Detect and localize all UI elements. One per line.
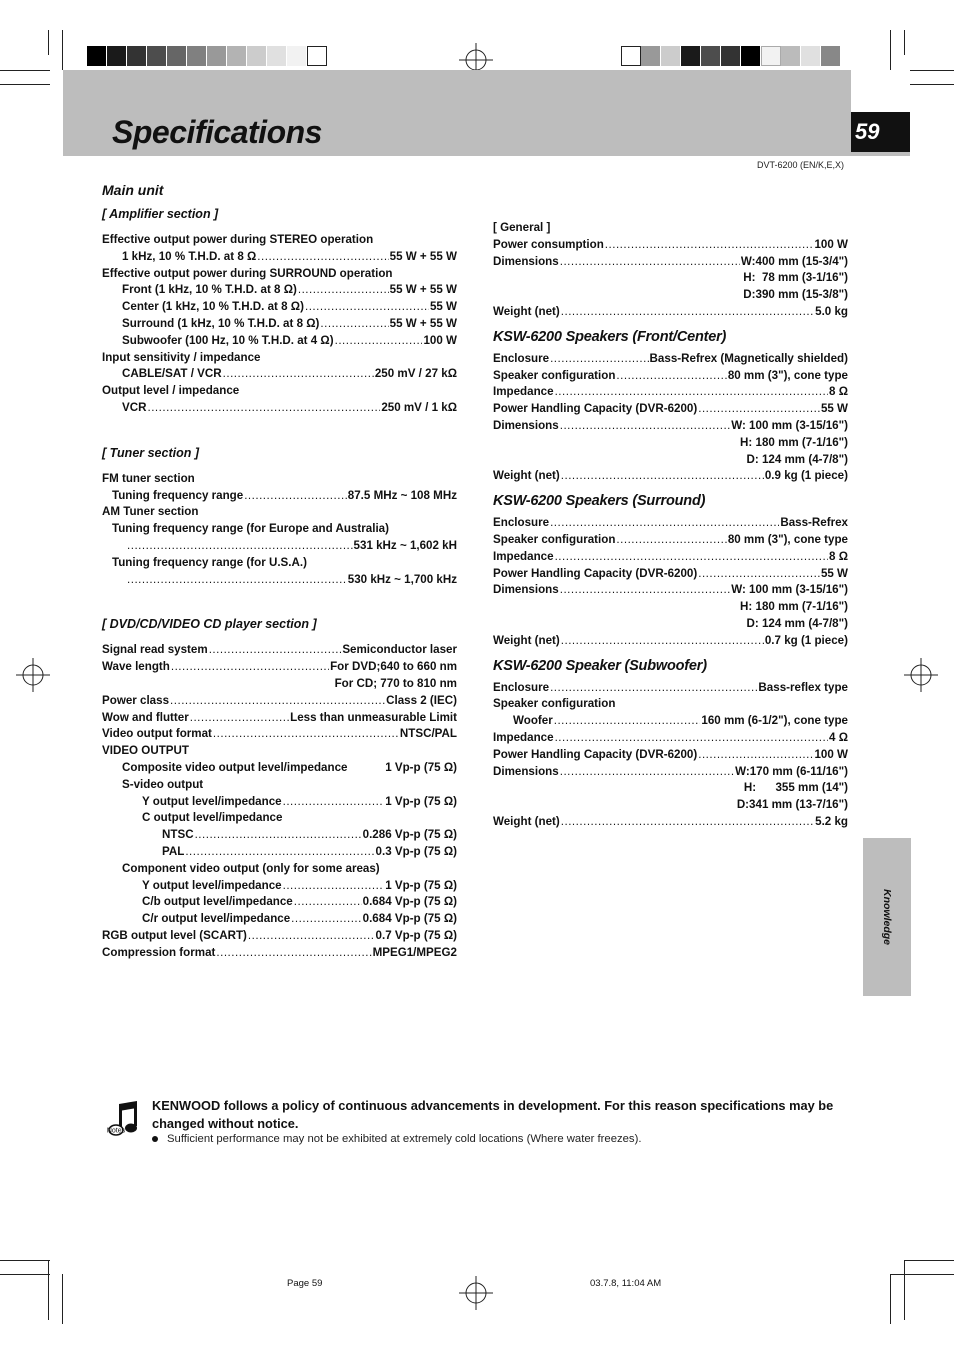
spec-label: Tuning frequency range (for U.S.A.) bbox=[112, 555, 307, 569]
spec-row: Enclosure ..... Bass-reflex type bbox=[493, 680, 848, 697]
main-unit-heading: Main unit bbox=[102, 182, 164, 198]
crop-mark bbox=[890, 1274, 891, 1324]
tuner-heading: [ Tuner section ] bbox=[102, 445, 200, 460]
spec-row: Dimensions ..... W:400 mm (15-3/4") bbox=[493, 254, 848, 271]
spec-row: Center (1 kHz, 10 % T.H.D. at 8 Ω) ..... 55 W bbox=[102, 299, 457, 316]
spec-row: ..... 530 kHz ~ 1,700 kHz bbox=[102, 572, 457, 589]
spec-row: Power Handling Capacity (DVR-6200) ..... 55 W bbox=[493, 401, 848, 418]
spec-row: Dimensions ..... W: 100 mm (3-15/16") bbox=[493, 418, 848, 435]
spec-row: Speaker configuration ..... 80 mm (3"), cone type bbox=[493, 368, 848, 385]
spec-row: Y output level/impedance ..... 1 Vp-p (75 Ω) bbox=[102, 794, 457, 811]
spec-row: Power Handling Capacity (DVR-6200) ..... 100 W bbox=[493, 747, 848, 764]
footer-page: Page 59 bbox=[287, 1278, 323, 1289]
spec-row: Impedance ..... 4 Ω bbox=[493, 730, 848, 747]
spec-label: S-video output bbox=[122, 777, 204, 791]
spec-row: NTSC ..... 0.286 Vp-p (75 Ω) bbox=[102, 827, 457, 844]
spec-label: Output level / impedance bbox=[102, 384, 240, 398]
spec-continuation: H: 180 mm (7-1/16") bbox=[740, 435, 848, 449]
spec-row: Enclosure ..... Bass-Refrex bbox=[493, 515, 848, 532]
spec-row: VCR ..... 250 mV / 1 kΩ bbox=[102, 400, 457, 417]
general-heading: [ General ] bbox=[493, 221, 551, 234]
spec-continuation: D: 124 mm (4-7/8") bbox=[746, 616, 848, 630]
spec-row: Composite video output level/impedance 1 Vp-p (75 Ω) bbox=[122, 760, 457, 774]
spec-row: Compression format ..... MPEG1/MPEG2 bbox=[102, 945, 457, 962]
spec-row: C/r output level/impedance ..... 0.684 Vp-p (75 Ω) bbox=[102, 911, 457, 928]
spec-row: Power Handling Capacity (DVR-6200) ..... 55 W bbox=[493, 566, 848, 583]
spec-row: Power consumption ..... 100 W bbox=[493, 237, 848, 254]
crop-mark bbox=[0, 1260, 50, 1261]
color-bar-left bbox=[87, 46, 327, 66]
spec-row: Weight (net) ..... 5.0 kg bbox=[493, 304, 848, 321]
main-unit-column bbox=[102, 182, 457, 961]
crop-mark bbox=[904, 1260, 954, 1261]
registration-mark-icon bbox=[904, 658, 938, 692]
spec-row: ..... 531 kHz ~ 1,602 kH bbox=[102, 538, 457, 555]
spec-row: Weight (net) ..... 0.7 kg (1 piece) bbox=[493, 633, 848, 650]
front-center-heading: KSW-6200 Speakers (Front/Center) bbox=[493, 328, 727, 345]
notes-icon-text: Notes bbox=[106, 1127, 126, 1135]
spec-label: Effective output power during STEREO operation bbox=[102, 233, 374, 246]
spec-row: Dimensions ..... W:170 mm (6-11/16") bbox=[493, 764, 848, 781]
crop-mark bbox=[62, 1274, 63, 1324]
spec-row: Dimensions ..... W: 100 mm (3-15/16") bbox=[493, 582, 848, 599]
crop-mark bbox=[62, 30, 63, 70]
spec-row: Subwoofer (100 Hz, 10 % T.H.D. at 4 Ω) ..... 100 W bbox=[102, 333, 457, 350]
spec-row: Weight (net) ..... 0.9 kg (1 piece) bbox=[493, 468, 848, 485]
surround-heading: KSW-6200 Speakers (Surround) bbox=[493, 493, 706, 510]
spec-row: 1 kHz, 10 % T.H.D. at 8 Ω ..... 55 W + 55 W bbox=[102, 249, 457, 266]
crop-mark bbox=[910, 70, 954, 71]
spec-row: Power class ..... Class 2 (IEC) bbox=[102, 693, 457, 710]
spec-continuation: H: 355 mm (14") bbox=[743, 781, 848, 795]
spec-label: Speaker configuration bbox=[493, 697, 616, 711]
notes-bullet bbox=[152, 1133, 641, 1145]
spec-label: Tuning frequency range (for Europe and Australia) bbox=[112, 522, 389, 536]
model-code: DVT-6200 (EN/K,E,X) bbox=[757, 160, 845, 170]
spec-label: Effective output power during SURROUND operation bbox=[102, 266, 393, 280]
spec-label: Component video output (only for some areas) bbox=[122, 861, 380, 875]
speakers-column bbox=[493, 220, 848, 831]
spec-row: Wow and flutter ..... Less than unmeasurable Limit bbox=[102, 710, 457, 727]
spec-label: FM tuner section bbox=[102, 471, 195, 485]
spec-row: Y output level/impedance ..... 1 Vp-p (75 Ω) bbox=[102, 878, 457, 895]
spec-continuation: D:390 mm (15-3/8") bbox=[743, 288, 848, 302]
header-notch bbox=[851, 70, 910, 112]
spec-continuation: H: 180 mm (7-1/16") bbox=[740, 600, 848, 614]
amplifier-heading: [ Amplifier section ] bbox=[102, 207, 219, 221]
spec-label: C output level/impedance bbox=[142, 811, 283, 825]
crop-mark bbox=[0, 84, 50, 85]
spec-label: AM Tuner section bbox=[102, 505, 199, 519]
crop-mark bbox=[890, 1274, 954, 1275]
crop-mark bbox=[904, 1260, 905, 1320]
spec-row: Video output format ..... NTSC/PAL bbox=[102, 726, 457, 743]
color-bar-right bbox=[621, 46, 841, 66]
spec-row: Front (1 kHz, 10 % T.H.D. at 8 Ω) ..... 55 W + 55 W bbox=[102, 282, 457, 299]
dvd-heading: [ DVD/CD/VIDEO CD player section ] bbox=[102, 617, 317, 632]
page-title: Specifications bbox=[112, 114, 322, 150]
spec-continuation: H: 78 mm (3-1/16") bbox=[743, 271, 848, 285]
spec-label: Input sensitivity / impedance bbox=[102, 350, 261, 364]
spec-label: VIDEO OUTPUT bbox=[102, 744, 189, 758]
notes-music-icon bbox=[103, 1100, 141, 1138]
crop-mark bbox=[910, 84, 954, 85]
spec-row: CABLE/SAT / VCR ..... 250 mV / 27 kΩ bbox=[102, 366, 457, 383]
page-number: 59 bbox=[851, 112, 910, 152]
crop-mark bbox=[0, 70, 50, 71]
crop-mark bbox=[48, 30, 49, 55]
spec-row: Speaker configuration ..... 80 mm (3"), cone type bbox=[493, 532, 848, 549]
spec-row: Impedance ..... 8 Ω bbox=[493, 384, 848, 401]
spec-row: PAL ..... 0.3 Vp-p (75 Ω) bbox=[102, 844, 457, 861]
spec-row: Woofer ..... 160 mm (6-1/2"), cone type bbox=[493, 713, 848, 730]
bullet-icon bbox=[152, 1136, 158, 1142]
crop-mark bbox=[0, 1274, 50, 1275]
spec-continuation: For CD; 770 to 810 nm bbox=[334, 676, 457, 690]
spec-row: Impedance ..... 8 Ω bbox=[493, 549, 848, 566]
spec-continuation: D:341 mm (13-7/16") bbox=[736, 798, 848, 812]
notes-main-text: KENWOOD follows a policy of continuous advancements in development. For this reason specifications may be changed without notice. bbox=[152, 1098, 834, 1131]
spec-row: Wave length ..... For DVD;640 to 660 nm bbox=[102, 659, 457, 676]
spec-row: Weight (net) ..... 5.2 kg bbox=[493, 814, 848, 831]
footer-date: 03.7.8, 11:04 AM bbox=[590, 1278, 662, 1289]
spec-row: C/b output level/impedance ..... 0.684 Vp-p (75 Ω) bbox=[102, 894, 457, 911]
crop-mark bbox=[48, 1260, 49, 1320]
crop-mark bbox=[904, 30, 905, 55]
spec-row: Enclosure ..... Bass-Refrex (Magnetically shielded) bbox=[493, 351, 848, 368]
crop-mark bbox=[890, 30, 891, 70]
subwoofer-heading: KSW-6200 Speaker (Subwoofer) bbox=[493, 657, 707, 674]
spec-row: RGB output level (SCART) ..... 0.7 Vp-p (75 Ω) bbox=[102, 928, 457, 945]
spec-row: Signal read system ..... Semiconductor laser bbox=[102, 642, 457, 659]
registration-mark-icon bbox=[459, 1276, 493, 1310]
knowledge-tab-label: Knowledge bbox=[881, 888, 893, 946]
spec-row: Tuning frequency range ..... 87.5 MHz ~ 108 MHz bbox=[102, 488, 457, 505]
spec-continuation: D: 124 mm (4-7/8") bbox=[746, 452, 848, 466]
spec-row: Surround (1 kHz, 10 % T.H.D. at 8 Ω) ..... 55 W + 55 W bbox=[102, 316, 457, 333]
notes-bullet-text: Sufficient performance may not be exhibited at extremely cold locations (Where water freezes). bbox=[167, 1133, 642, 1145]
registration-mark-icon bbox=[16, 658, 50, 692]
